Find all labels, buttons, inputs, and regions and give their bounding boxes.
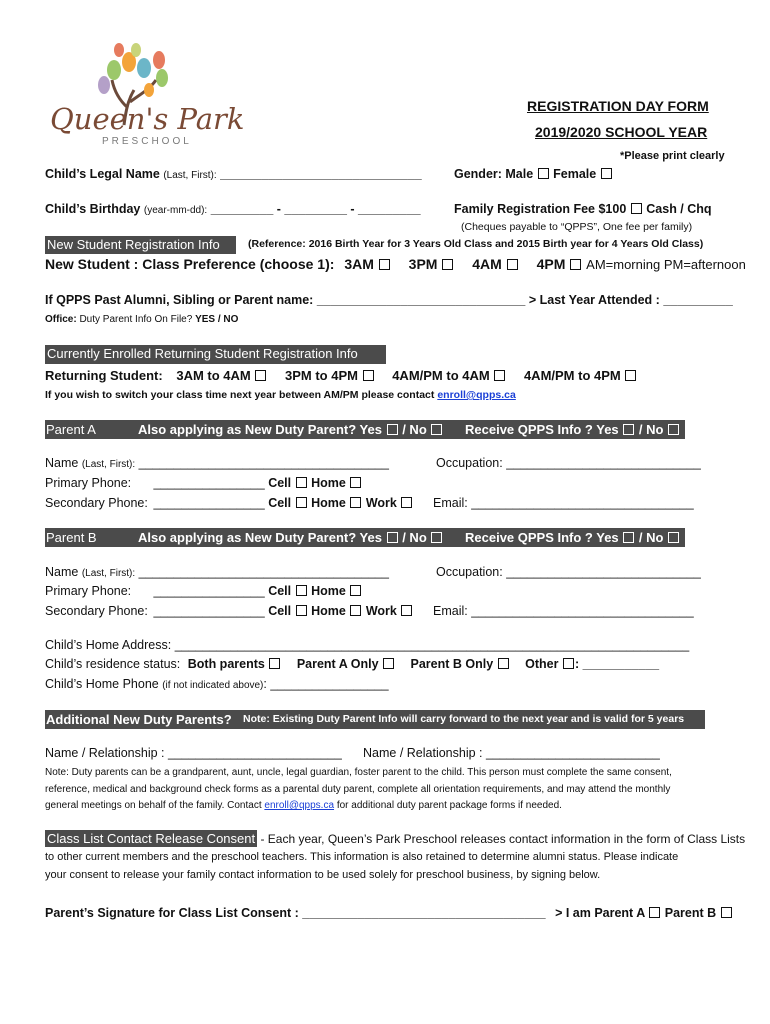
parent-a-email-row [433, 496, 694, 510]
birthday-hint: (year-mm-dd): [143, 205, 208, 216]
parent-a-name-label: Name [45, 456, 79, 470]
parent-b-duty-question: Also applying as New Duty Parent? Yes [138, 530, 382, 545]
parent-b-email-field[interactable]: ________________________________ [471, 604, 694, 618]
consent-bar-label: Class List Contact Release Consent [47, 831, 256, 846]
parent-a-primary-cell-checkbox[interactable] [296, 477, 307, 488]
ret-3pm-label: 3PM to 4PM [284, 368, 358, 383]
legal-name-field[interactable]: _____________________________ [220, 167, 422, 181]
option-3am-checkbox[interactable] [379, 259, 390, 270]
parent-a-name-field[interactable]: ____________________________________ [138, 456, 389, 470]
ret-4ampm-4am-label: 4AM/PM to 4AM [392, 368, 490, 383]
birthday-field[interactable]: _________ - _________ - _________ [210, 202, 421, 216]
form-title-line2: 2019/2020 SCHOOL YEAR [535, 124, 708, 140]
residence-a-only-label: Parent A Only [296, 657, 379, 671]
parent-b-primary-home-label: Home [311, 584, 346, 598]
parent-b-name-row [45, 565, 389, 579]
ret-3am-checkbox[interactable] [255, 370, 266, 381]
home-address-row [45, 638, 689, 652]
parent-b-secondary-home-checkbox[interactable] [350, 605, 361, 616]
parent-a-info-no-label: / No [638, 422, 664, 437]
logo [44, 40, 245, 150]
fee-row [454, 202, 712, 216]
birthday-label: Child’s Birthday [45, 202, 141, 216]
parent-a-occupation-field[interactable]: ____________________________ [506, 456, 701, 470]
additional-bar-note: Note: Existing Duty Parent Info will carry forward to the next year and is valid for 5 years [243, 713, 685, 725]
form-title-line1: REGISTRATION DAY FORM [527, 98, 709, 114]
alumni-row [45, 293, 733, 307]
parent-b-email-row [433, 604, 694, 618]
option-4pm-checkbox[interactable] [570, 259, 581, 270]
fee-method: Cash / Chq [646, 202, 712, 216]
parent-a-secondary-work-label: Work [365, 496, 397, 510]
parent-b-duty-yes-checkbox[interactable] [387, 532, 398, 543]
parent-b-duty-no-label: / No [402, 530, 427, 545]
parent-a-primary-label: Primary Phone: [45, 476, 132, 490]
parent-a-email-label: Email: [433, 496, 468, 510]
relationship-field-2[interactable]: _________________________ [486, 746, 660, 760]
parent-b-secondary-cell-checkbox[interactable] [296, 605, 307, 616]
parent-b-occupation-label: Occupation: [436, 565, 503, 579]
parent-a-name-row [45, 456, 389, 470]
parent-b-info-no-label: / No [638, 530, 664, 545]
relationship-label-1: Name / Relationship : [45, 746, 165, 760]
parent-a-secondary-work-checkbox[interactable] [401, 497, 412, 508]
i-am-parent-b-label: Parent B [664, 906, 717, 920]
parent-b-info-row [465, 530, 680, 545]
birthday-row [45, 202, 421, 216]
legal-name-hint: (Last, First): [163, 170, 217, 181]
residence-both-checkbox[interactable] [269, 658, 280, 669]
i-am-parent-a-checkbox[interactable] [649, 907, 660, 918]
parent-b-secondary-row [45, 604, 413, 618]
signature-row [45, 906, 733, 920]
i-am-parent-a-label: > I am Parent A [555, 906, 645, 920]
parent-a-secondary-home-label: Home [311, 496, 346, 510]
signature-field[interactable]: ___________________________________ [302, 906, 546, 920]
ret-4ampm-4pm-checkbox[interactable] [625, 370, 636, 381]
duty-note-line2: reference, medical and background check forms as a parental duty parent, complete all orientation requirements, and may attend the monthly [45, 784, 671, 795]
ampm-legend: AM=morning PM=afternoon [586, 257, 746, 272]
duty-note-line3 [45, 797, 562, 814]
consent-line2: to other current members and the preschool teachers. This information is also retained to determine alumni status. Please indicate [45, 851, 679, 863]
office-text: Duty Parent Info On File? [79, 314, 193, 325]
option-3pm-label: 3PM [408, 256, 438, 272]
female-checkbox[interactable] [601, 168, 612, 179]
parent-a-duty-row [138, 422, 443, 437]
logo-name: Queen's Park [50, 102, 245, 136]
parent-b-secondary-work-checkbox[interactable] [401, 605, 412, 616]
last-year-field[interactable]: __________ [663, 293, 733, 307]
option-3pm-checkbox[interactable] [442, 259, 453, 270]
parent-b-primary-home-checkbox[interactable] [350, 585, 361, 596]
i-am-parent-b-checkbox[interactable] [721, 907, 732, 918]
parent-b-email-label: Email: [433, 604, 468, 618]
parent-a-secondary-row [45, 496, 413, 510]
last-year-label: > Last Year Attended : [528, 293, 660, 307]
parent-a-secondary-cell-checkbox[interactable] [296, 497, 307, 508]
gender-label: Gender: Male [454, 167, 534, 181]
new-student-bar [45, 236, 236, 254]
home-phone-row: Child’s Home Phone (if not indicated above): _________________ [45, 677, 389, 691]
parent-a-bar [45, 420, 685, 439]
parent-b-occupation-field[interactable]: ____________________________ [506, 565, 701, 579]
new-student-bar-label: New Student Registration Info [47, 237, 220, 252]
parent-b-secondary-cell-label: Cell [268, 604, 292, 618]
additional-bar-label: Additional New Duty Parents? [46, 712, 232, 727]
residence-other-checkbox[interactable] [563, 658, 574, 669]
parent-b-name-hint: (Last, First): [81, 568, 136, 579]
relationship-label-2: Name / Relationship : [363, 746, 483, 760]
option-4pm-label: 4PM [536, 256, 566, 272]
option-3am-label: 3AM [344, 256, 374, 272]
consent-line1: - Each year, Queen’s Park Preschool releases contact information in the form of Class Lists [260, 832, 746, 846]
parent-a-email-field[interactable]: ________________________________ [471, 496, 694, 510]
parent-a-info-yes-checkbox[interactable] [623, 424, 634, 435]
home-address-field[interactable]: __________________________________________________________________________ [174, 638, 690, 652]
fee-checkbox[interactable] [631, 203, 642, 214]
duty-note-line3-post: for additional duty parent package forms if needed. [336, 800, 562, 811]
switch-note [45, 389, 516, 401]
parent-a-duty-yes-checkbox[interactable] [387, 424, 398, 435]
parent-b-secondary-label: Secondary Phone: [45, 604, 148, 618]
parent-b-info-yes-checkbox[interactable] [623, 532, 634, 543]
parent-b-label: Parent B [46, 530, 97, 545]
residence-b-only-label: Parent B Only [410, 657, 494, 671]
parent-a-primary-row [45, 476, 362, 490]
duty-note-email-link[interactable]: enroll@qpps.ca [264, 800, 335, 811]
parent-a-secondary-label: Secondary Phone: [45, 496, 148, 510]
ret-4ampm-4am-checkbox[interactable] [494, 370, 505, 381]
parent-b-primary-cell-checkbox[interactable] [296, 585, 307, 596]
parent-a-secondary-field[interactable]: ________________ [153, 496, 265, 510]
returning-bar-label: Currently Enrolled Returning Student Registration Info [47, 346, 358, 361]
print-clearly-note: *Please print clearly [620, 150, 725, 162]
parent-b-duty-row [138, 530, 443, 545]
parent-a-primary-home-label: Home [311, 476, 346, 490]
parent-a-duty-question: Also applying as New Duty Parent? Yes [138, 422, 382, 437]
alumni-field[interactable]: ______________________________ [316, 293, 526, 307]
home-phone-hint: (if not indicated above) [162, 680, 264, 691]
parent-b-info-question: Receive QPPS Info ? Yes [465, 530, 619, 545]
parent-b-primary-row [45, 584, 362, 598]
residence-a-only-checkbox[interactable] [383, 658, 394, 669]
parent-a-occupation-label: Occupation: [436, 456, 503, 470]
parent-a-occupation-row [436, 456, 701, 470]
cheques-note: (Cheques payable to “QPPS”, One fee per family) [461, 221, 693, 233]
parent-b-bar [45, 528, 685, 547]
signature-label: Parent’s Signature for Class List Consent : [45, 906, 299, 920]
relationship-row-1 [45, 746, 342, 760]
office-label: Office: [45, 314, 77, 325]
home-address-label: Child’s Home Address: [45, 638, 172, 652]
relationship-field-1[interactable]: _________________________ [168, 746, 342, 760]
class-preference-row [45, 256, 746, 272]
home-phone-label: Child’s Home Phone [45, 677, 159, 691]
returning-row [45, 368, 637, 383]
parent-a-label: Parent A [46, 422, 96, 437]
logo-subtitle: PRESCHOOL [102, 136, 192, 147]
female-label: Female [553, 167, 597, 181]
parent-a-secondary-cell-label: Cell [268, 496, 292, 510]
duty-note-line3-pre: general meetings on behalf of the family. Contact [45, 800, 262, 811]
parent-b-secondary-work-label: Work [365, 604, 397, 618]
residence-other-field[interactable]: ___________ [582, 657, 660, 671]
consent-line1-row [45, 831, 745, 846]
parent-b-name-label: Name [45, 565, 79, 579]
fee-label: Family Registration Fee $100 [454, 202, 627, 216]
parent-b-primary-field[interactable]: ________________ [153, 584, 265, 598]
residence-other-label: Other [525, 657, 559, 671]
parent-b-duty-no-checkbox[interactable] [431, 532, 442, 543]
parent-a-primary-cell-label: Cell [268, 476, 292, 490]
home-phone-field[interactable]: _________________ [270, 677, 389, 691]
class-reference: (Reference: 2016 Birth Year for 3 Years Old Class and 2015 Birth year for 4 Years Old Class) [248, 238, 704, 250]
residence-b-only-checkbox[interactable] [498, 658, 509, 669]
parent-a-duty-no-label: / No [402, 422, 427, 437]
class-preference-label: New Student : Class Preference (choose 1): [45, 256, 335, 272]
parent-a-duty-no-checkbox[interactable] [431, 424, 442, 435]
residence-row: Child’s residence status: Both parents Parent A Only Parent B Only Other : ___________ [45, 657, 660, 671]
parent-a-info-question: Receive QPPS Info ? Yes [465, 422, 619, 437]
additional-bar [45, 710, 705, 729]
enroll-email-link[interactable]: enroll@qpps.ca [437, 389, 516, 401]
parent-a-primary-home-checkbox[interactable] [350, 477, 361, 488]
switch-note-text: If you wish to switch your class time next year between AM/PM please contact [45, 389, 435, 401]
male-checkbox[interactable] [538, 168, 549, 179]
parent-b-primary-cell-label: Cell [268, 584, 292, 598]
parent-a-info-no-checkbox[interactable] [668, 424, 679, 435]
residence-label: Child’s residence status: [45, 657, 181, 671]
consent-line3: your consent to release your family contact information to be used solely for preschool business, by signing below. [45, 869, 601, 881]
parent-a-name-hint: (Last, First): [81, 459, 136, 470]
ret-3pm-checkbox[interactable] [363, 370, 374, 381]
parent-b-primary-label: Primary Phone: [45, 584, 132, 598]
parent-b-info-no-checkbox[interactable] [668, 532, 679, 543]
residence-both-label: Both parents [187, 657, 265, 671]
office-row [45, 314, 238, 325]
parent-a-secondary-home-checkbox[interactable] [350, 497, 361, 508]
parent-b-occupation-row [436, 565, 701, 579]
parent-a-info-row [465, 422, 680, 437]
returning-label: Returning Student: [45, 368, 163, 383]
parent-b-secondary-home-label: Home [311, 604, 346, 618]
parent-a-primary-field[interactable]: ________________ [153, 476, 265, 490]
legal-name-label: Child’s Legal Name [45, 167, 160, 181]
office-yes-no: YES / NO [195, 314, 239, 325]
alumni-label: If QPPS Past Alumni, Sibling or Parent name: [45, 293, 314, 307]
ret-4ampm-4pm-label: 4AM/PM to 4PM [523, 368, 621, 383]
legal-name-row [45, 167, 422, 181]
relationship-row-2 [363, 746, 660, 760]
parent-b-name-field[interactable]: ____________________________________ [138, 565, 389, 579]
ret-3am-label: 3AM to 4AM [176, 368, 251, 383]
option-4am-label: 4AM [472, 256, 502, 272]
parent-b-secondary-field[interactable]: ________________ [153, 604, 265, 618]
option-4am-checkbox[interactable] [507, 259, 518, 270]
gender-row [454, 167, 613, 181]
returning-bar [45, 345, 386, 364]
duty-note-line1: Note: Duty parents can be a grandparent, aunt, uncle, legal guardian, foster parent to the child. This person must complete the same consent, [45, 767, 672, 778]
